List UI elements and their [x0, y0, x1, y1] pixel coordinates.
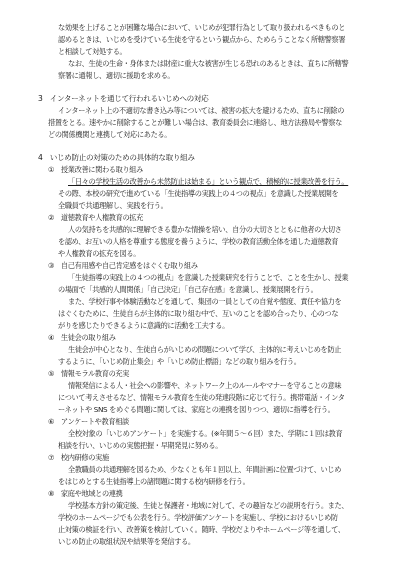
text-line: 学校基本方針の策定後、生徒と保護者・地域に対して、その趣旨などの説明を行う。また、 [68, 501, 349, 510]
section-heading: 3 インターネットを通じて行われるいじめへの対応 [38, 94, 209, 103]
text-line: 全校対象の「いじめアンケート」を実施する。(※年間５～６回）また、学期に１回は教育 [68, 429, 343, 438]
text-line: 措置をとる。速やかに削除することが難しい場合は、教育委員会に連絡し、地方法務局や警察な [48, 118, 343, 127]
text-line: 察署に通報し、適切に援助を求める。 [58, 71, 175, 80]
text-line: 認めるときは、いじめを受けている生徒を守るという観点から、ためらうことなく所轄警察署 [58, 35, 346, 44]
text-line: 全職員で共通理解し、実践を行う。 [58, 201, 168, 210]
text-line: や人権教育の拡充を図る。 [58, 249, 141, 258]
text-line: をはじめとする生徒指導上の諸問題に関する校内研修を行う。 [58, 477, 250, 486]
text-line: ⑤ 情報モラル教育の充実 [48, 369, 130, 378]
text-line: いじめ防止の取組状況や結果等を発信する。 [58, 537, 195, 546]
text-line: ① 授業改善に関わる取り組み [48, 165, 143, 174]
section-heading: 4 いじめ防止の対策のための具体的な取り組み [38, 153, 195, 162]
text-line: の場面で「共感的人間関係」「自己決定」「自己存在感」を意識し、授業展開を行う。 [58, 285, 318, 294]
text-line: ④ 生徒会の取り組み [48, 333, 116, 342]
text-line: その際、本校の研究で進めている「生徒指導の実践上の４つの視点」を意識した授業展開を [58, 189, 339, 198]
text-line: 情報発信による人・社会への影響や、ネットワーク上のルールやマナーを守ることの意味 [68, 381, 342, 390]
text-line: ⑥ アンケートや教育相談 [48, 417, 129, 426]
text-line: また、学校行事や体験活動などを通して、集団の一員としての自覚や態度、責任や協力を [68, 297, 342, 306]
text-line: ーネットや SNS をめぐる問題に関しては、家庭との連携を図りつつ、適切に指導を行う。 [58, 405, 335, 414]
text-line: するように、「いじめ防止集会」や「いじめ防止標語」などの取り組みを行う。 [58, 357, 301, 366]
text-line: はぐくむために、生徒自らが主体的に取り組む中で、互いのことを認め合ったり、心のつな [58, 309, 339, 318]
text-line: について考えさせるなど、情報モラル教育を生徒の発達段階に応じて行う。携帯電話・インタ [58, 393, 345, 402]
text-line: 全教職員の共通理解を図るため、少なくとも年１回以上、年間計画に位置づけて、いじめ [68, 465, 342, 474]
text-line: 止対策の検証を行い、改善策を検討していく。随時、学校だよりやホームページ等を通して、 [58, 525, 345, 534]
text-line: 相談を行い、いじめの実態把握・早期発見に努める。 [58, 441, 223, 450]
text-line: 学校のホームページでも公表を行う。学校評価アンケートを実施し、学校におけるいじめ防 [58, 513, 338, 522]
text-line: インターネット上の不適切な書き込み等については、被害の拡大を避けるため、直ちに削除の [58, 106, 345, 115]
text-line: 生徒会が中心となり、生徒自らがいじめの問題について学び、主体的に考えいじめを防止 [68, 345, 342, 354]
text-line: どの関係機関と連携して対応にあたる。 [48, 130, 172, 139]
text-line: ⑧ 家庭や地域との連携 [48, 489, 123, 498]
text-line: ⑦ 校内研修の実施 [48, 453, 109, 462]
text-line: 「日々の学校生活の改善から未然防止は始まる」という観点で、積極的に授業改善を行う。 [68, 177, 349, 186]
text-line: がりを感じたりできるように意識的に活動を工夫する。 [58, 321, 229, 330]
text-line: ③ 自己有用感や自己肯定感をはぐくむ取り組み [48, 261, 198, 270]
text-line: 「生徒指導の実践上の４つの視点」を意識した授業研究を行うことで、ことを生かし、授業 [68, 273, 349, 282]
text-line: ② 道徳教育や人権教育の拡充 [48, 213, 143, 222]
text-line: と相談して対処する。 [58, 47, 127, 56]
text-line: なお、生徒の生命・身体または財産に重大な被害が生じる恐れのあるときは、直ちに所轄警 [68, 59, 349, 68]
text-line: な効果を上げることが困難な場合において、いじめが犯罪行為として取り扱われるべきものと [58, 23, 346, 32]
text-line: を認め、お互いの人格を尊重する態度を養うように、学校の教育活動全体を通した道徳教育 [58, 237, 339, 246]
text-line: 人の気持ちを共感的に理解できる豊かな情操を培い、自分の大切さとともに他者の大切さ [68, 225, 342, 234]
